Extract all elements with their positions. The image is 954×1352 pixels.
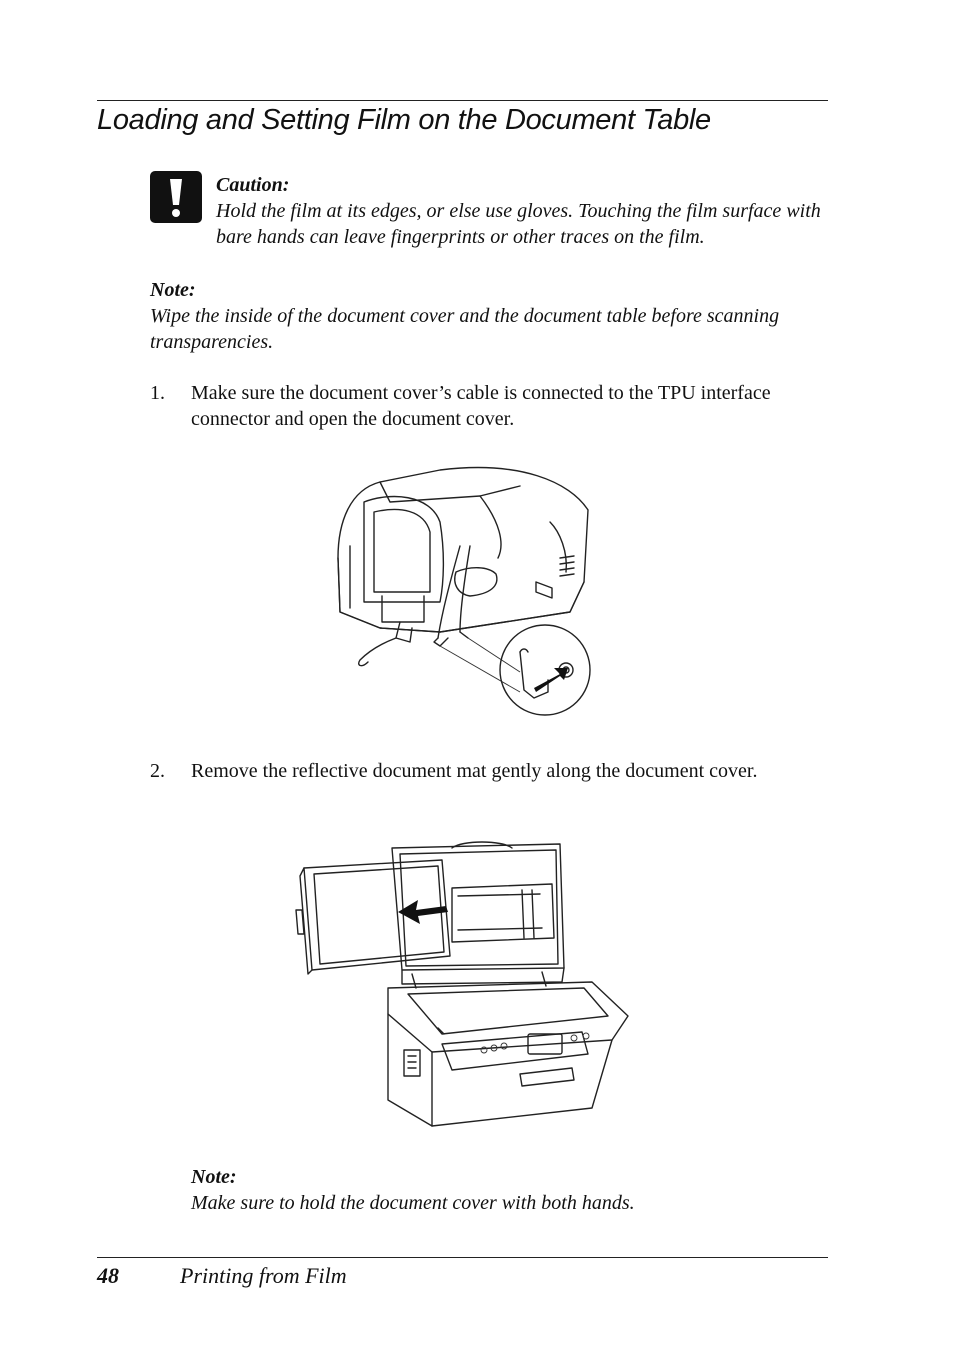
- note-label: Note:: [150, 279, 196, 301]
- step-number: 2.: [150, 760, 165, 782]
- note-block-2: [191, 1164, 831, 1216]
- note-block: [150, 277, 840, 355]
- top-rule: [97, 100, 828, 101]
- note-text: Make sure to hold the document cover with both hands.: [191, 1192, 635, 1214]
- page-number: 48: [97, 1263, 119, 1288]
- caution-icon: [150, 171, 202, 223]
- step-text: Make sure the document cover’s cable is connected to the TPU interface connector and open the document cover.: [191, 382, 771, 430]
- figure-remove-mat: [292, 838, 632, 1130]
- footer-rule: [97, 1257, 828, 1258]
- caution-block: [216, 172, 836, 250]
- caution-label: Caution:: [216, 174, 290, 196]
- note-text: Wipe the inside of the document cover and the document table before scanning transparencies.: [150, 305, 780, 353]
- footer-section-title: Printing from Film: [180, 1263, 347, 1288]
- note-label: Note:: [191, 1166, 237, 1188]
- page-title: Loading and Setting Film on the Document Table: [97, 104, 711, 136]
- step-number: 1.: [150, 382, 165, 404]
- figure-connect-cable: [320, 462, 600, 722]
- caution-text: Hold the film at its edges, or else use gloves. Touching the film surface with bare hands can leave fingerprints or other traces on the film.: [216, 200, 821, 248]
- step-text: Remove the reflective document mat gently along the document cover.: [191, 760, 758, 782]
